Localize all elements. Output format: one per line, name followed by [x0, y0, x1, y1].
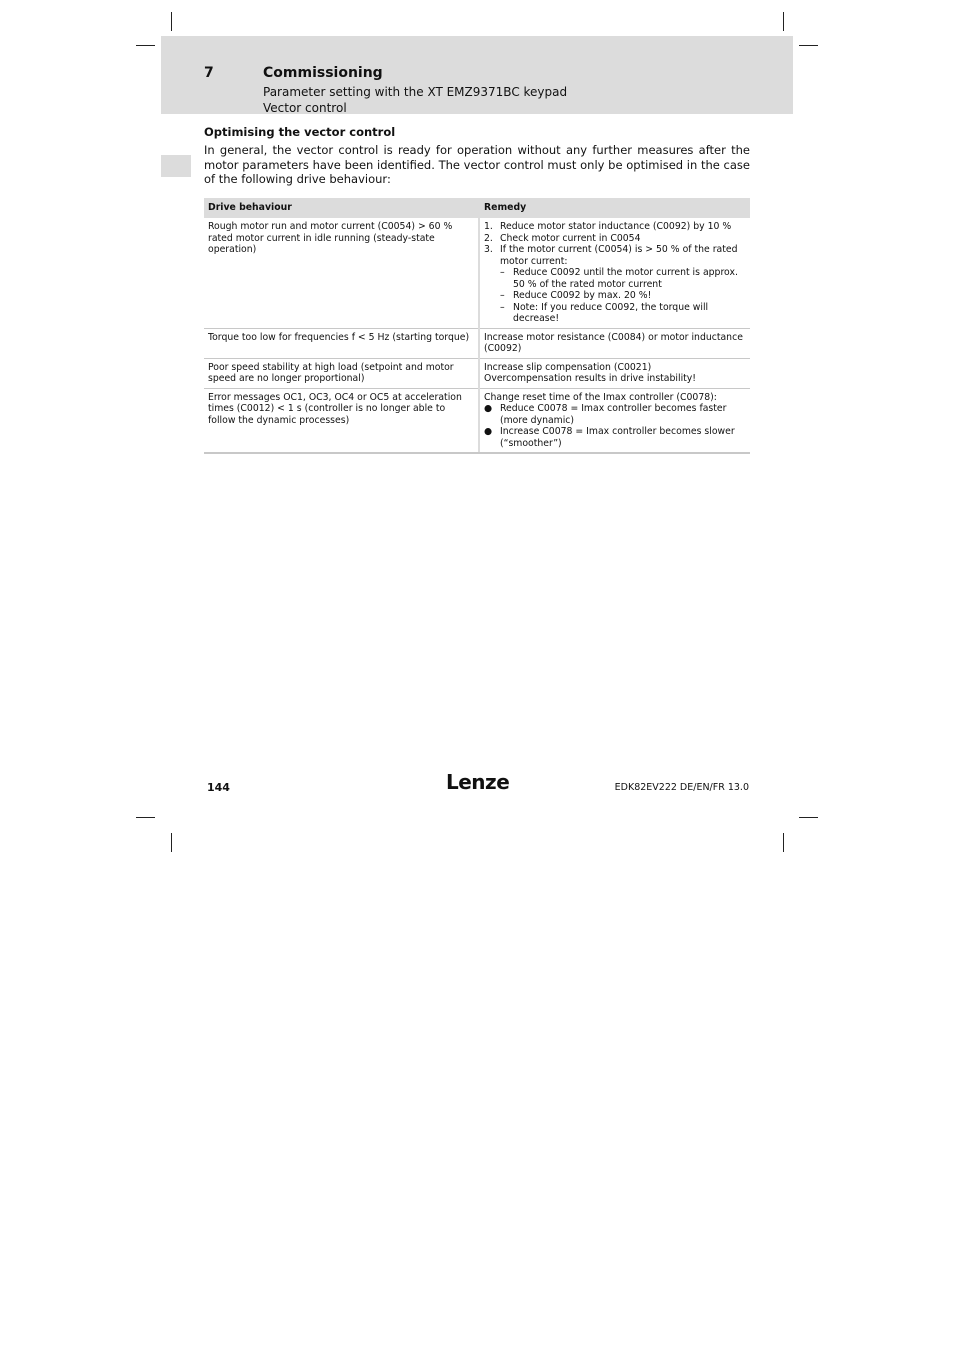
remedy-cell — [479, 388, 750, 453]
behaviour-cell: Error messages OC1, OC3, OC4 or OC5 at acceleration times (C0012) < 1 s (controller is no longer able to follow the dynamic processes) — [204, 388, 479, 453]
document-id: EDK82EV222 DE/EN/FR 13.0 — [614, 782, 749, 793]
crop-mark — [799, 45, 818, 46]
remedy-line — [484, 267, 746, 290]
remedy-line — [484, 332, 746, 355]
crop-mark — [783, 833, 784, 852]
header-subtitle-2: Vector control — [263, 101, 347, 115]
remedy-line — [484, 373, 746, 385]
chapter-title: Commissioning — [263, 65, 383, 81]
remedy-text: Note: If you reduce C0092, the torque will decrease! — [513, 301, 709, 324]
remedy-line — [484, 233, 746, 245]
table-row — [204, 218, 750, 328]
remedy-text: Increase slip compensation (C0021) — [484, 361, 652, 373]
remedy-cell — [479, 328, 750, 358]
remedy-line — [484, 362, 746, 374]
section-title: Optimising the vector control — [204, 125, 396, 139]
remedy-text: Increase motor resistance (C0084) or motor inductance (C0092) — [484, 331, 743, 354]
remedy-line — [484, 426, 746, 449]
remedy-text: If the motor current (C0054) is > 50 % of the rated motor current: — [500, 244, 738, 267]
crop-mark — [171, 12, 172, 31]
remedy-line — [484, 403, 746, 426]
crop-mark — [783, 12, 784, 31]
column-header-remedy: Remedy — [479, 198, 750, 218]
drive-behaviour-table — [204, 198, 750, 454]
table-header-row — [204, 198, 750, 218]
remedy-cell — [479, 218, 750, 328]
header-band — [161, 36, 793, 114]
list-marker: 2. — [484, 232, 493, 244]
list-marker: 3. — [484, 244, 493, 255]
table-body — [204, 218, 750, 453]
list-marker: 1. — [484, 221, 493, 232]
remedy-line — [484, 221, 746, 233]
behaviour-cell: Rough motor run and motor current (C0054) > 60 % rated motor current in idle running (steady-state operation) — [204, 218, 479, 328]
crop-mark — [136, 817, 155, 818]
column-header-behaviour: Drive behaviour — [204, 198, 479, 218]
header-subtitle-1: Parameter setting with the XT EMZ9371BC keypad — [263, 85, 568, 99]
remedy-text: Check motor current in C0054 — [500, 232, 641, 244]
behaviour-cell: Torque too low for frequencies f < 5 Hz (starting torque) — [204, 328, 479, 358]
table-row — [204, 358, 750, 388]
remedy-text: Reduce C0092 until the motor current is approx. 50 % of the rated motor current — [513, 267, 738, 290]
chapter-number: 7 — [204, 65, 214, 81]
remedy-text: Overcompensation results in drive instability! — [484, 373, 697, 384]
list-marker: – — [500, 290, 505, 301]
crop-mark — [136, 45, 155, 46]
section-intro: In general, the vector control is ready for operation without any further measures after the motor parameters have been identified. The vector control must only be optimised in the case of the following drive behaviour: — [204, 143, 750, 186]
remedy-line — [484, 244, 746, 267]
remedy-cell — [479, 358, 750, 388]
crop-mark — [171, 833, 172, 852]
remedy-text: Change reset time of the Imax controller (C0078): — [484, 391, 717, 403]
side-tab-marker — [161, 155, 191, 177]
crop-mark — [799, 817, 818, 818]
remedy-text: Reduce C0078 = Imax controller becomes faster (more dynamic) — [500, 403, 727, 426]
remedy-text: Reduce motor stator inductance (C0092) by 10 % — [500, 221, 732, 232]
list-marker: ● — [484, 426, 493, 437]
page-number: 144 — [207, 781, 230, 794]
remedy-line — [484, 302, 746, 325]
table-row — [204, 328, 750, 358]
list-marker: ● — [484, 403, 493, 414]
remedy-text: Reduce C0092 by max. 20 %! — [513, 290, 652, 301]
remedy-line — [484, 392, 746, 404]
behaviour-cell: Poor speed stability at high load (setpoint and motor speed are no longer proportional) — [204, 358, 479, 388]
remedy-text: Increase C0078 = Imax controller becomes slower (“smoother”) — [500, 426, 735, 449]
remedy-line — [484, 290, 746, 302]
list-marker: – — [500, 267, 505, 278]
lenze-logo: Lenze — [446, 770, 510, 794]
list-marker: – — [500, 301, 505, 313]
table-row — [204, 388, 750, 453]
